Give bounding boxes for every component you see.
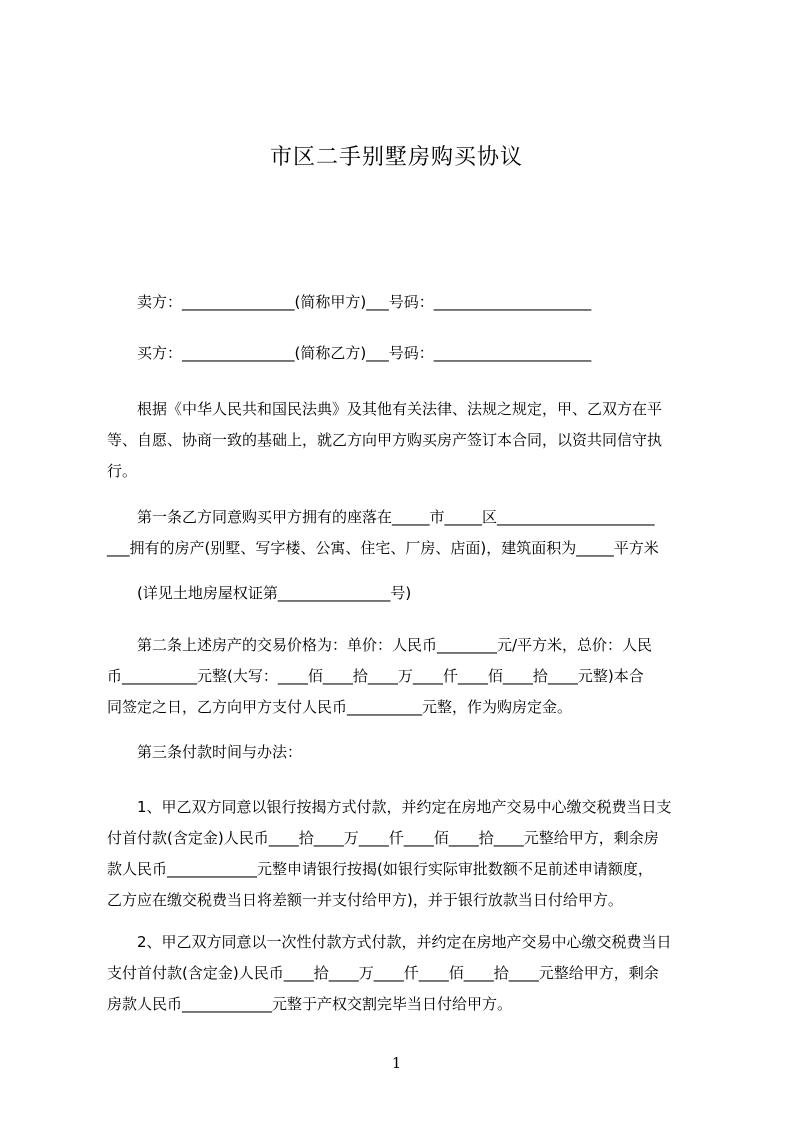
article-3-item-1-line: 乙方应在缴交税费当日将差额一并支付给甲方)，并于银行放款当日付给甲方。	[107, 891, 623, 909]
intro-line: 等、自愿、协商一致的基础上，就乙方向甲方购买房产签订本合同，以资共同信守执	[107, 431, 663, 449]
intro-line: 根据《中华人民共和国民法典》及其他有关法律、法规之规定，甲、乙双方在平	[137, 400, 663, 418]
article-3-heading-text: 第三条付款时间与办法：	[137, 743, 303, 761]
article-1-note	[107, 578, 737, 609]
article-1-line: ___拥有的房产(别墅、写字楼、公寓、住宅、厂房、店面)，建筑面积为_____平方米	[107, 539, 659, 557]
article-3-item-1-line: 1、甲乙双方同意以银行按揭方式付款，并约定在房地产交易中心缴交税费当日支	[137, 798, 672, 816]
page-number: 1	[391, 1054, 402, 1072]
article-1-note-text: (详见土地房屋权证第_______________号)	[137, 584, 412, 602]
intro-line: 行。	[107, 462, 138, 480]
article-3-item-2-line: 2、甲乙双方同意以一次性付款方式付款，并约定在房地产交易中心缴交税费当日	[137, 933, 672, 951]
article-2-line: 同签定之日，乙方向甲方支付人民币__________元整，作为购房定金。	[107, 698, 573, 716]
article-3-item-1-line: 款人民币____________元整申请银行按揭(如银行实际审批数额不足前述申请额度，	[107, 860, 653, 878]
article-1	[107, 502, 707, 564]
article-2	[107, 630, 707, 723]
article-1-line: 第一条乙方同意购买甲方拥有的座落在_____市_____区_____________________	[137, 508, 655, 526]
seller-text: 卖方：_______________(简称甲方)___号码：_____________________	[137, 293, 592, 311]
article-3-item-1	[107, 792, 707, 916]
article-3-item-2-line: 支付首付款(含定金)人民币____拾____万____仟____佰____拾____元整给甲方，剩余	[107, 964, 659, 982]
article-3-heading	[107, 737, 737, 768]
article-2-line: 币__________元整(大写：____佰____拾____万____仟____佰____拾____元整)本合	[107, 667, 644, 685]
article-3-item-2	[107, 927, 707, 1020]
intro-paragraph	[107, 394, 707, 487]
article-3-item-1-line: 付首付款(含定金)人民币____拾____万____仟____佰____拾____元整给甲方，剩余房	[107, 829, 659, 847]
article-3-item-2-line: 房款人民币____________元整于产权交割完毕当日付给甲方。	[107, 995, 513, 1013]
buyer-text: 买方：_______________(简称乙方)___号码：_____________________	[137, 344, 592, 362]
buyer-line	[107, 338, 737, 369]
seller-line	[107, 287, 737, 318]
document-title: 市区二手别墅房购买协议	[269, 145, 523, 170]
article-2-line: 第二条上述房产的交易价格为：单价：人民币________元/平方米，总价：人民	[137, 636, 653, 654]
